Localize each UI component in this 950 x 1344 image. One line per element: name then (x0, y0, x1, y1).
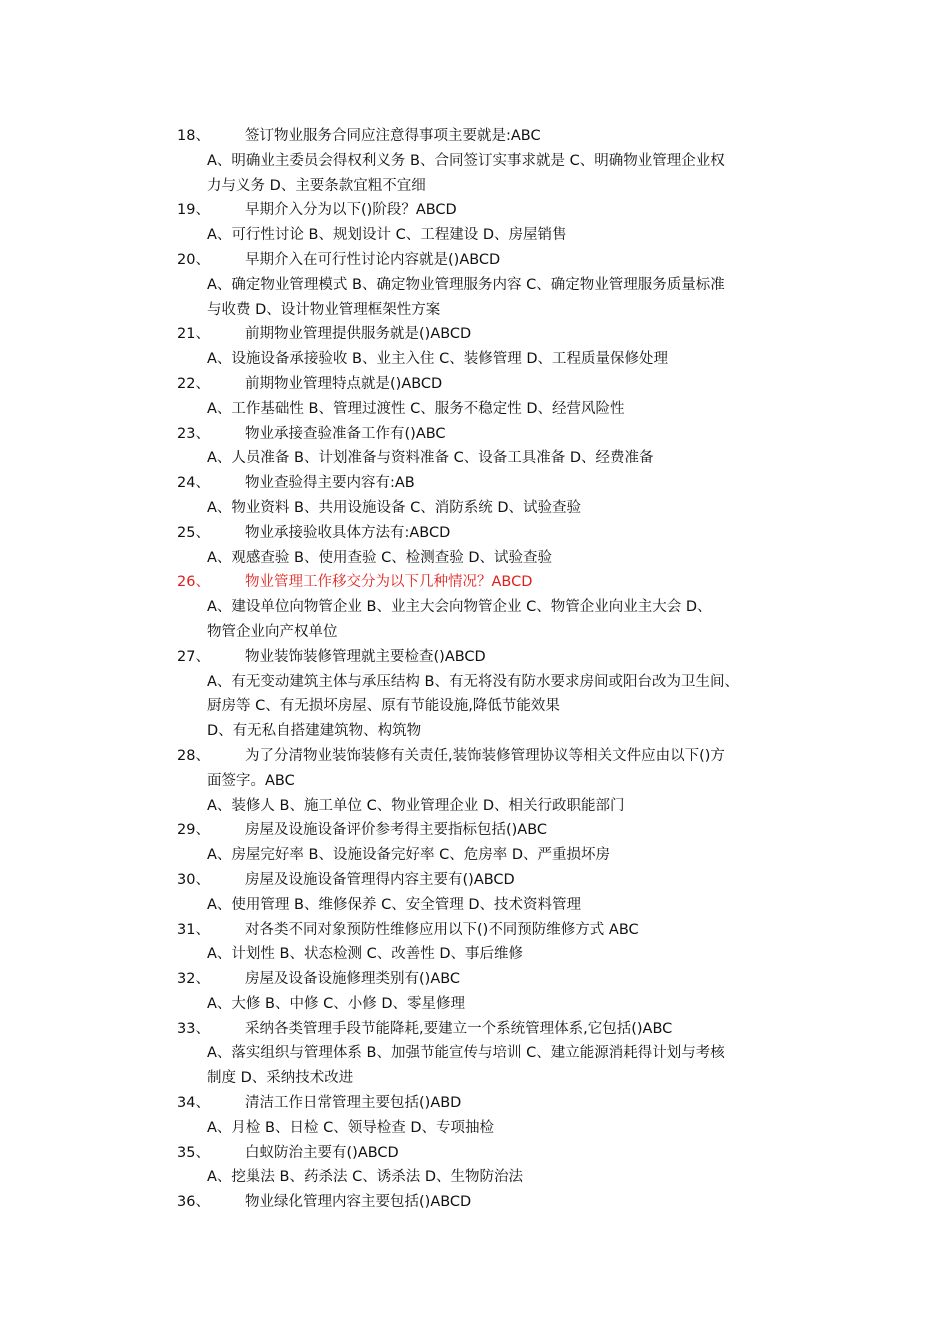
question-number: 28、 (177, 747, 210, 764)
option-line: 厨房等 C、有无损坏房屋、原有节能设施,降低节能效果 (207, 698, 560, 715)
option-line: 制度 D、采纳技术改进 (207, 1070, 354, 1087)
question-text: 早期介入在可行性讨论内容就是()ABCD (245, 251, 501, 268)
question-options (177, 223, 837, 248)
question-22 (177, 372, 837, 397)
question-number: 21、 (177, 326, 210, 343)
question-text: 物业查验得主要内容有:AB (245, 475, 415, 492)
question-number: 18、 (177, 128, 210, 144)
question-number: 34、 (177, 1095, 210, 1112)
question-34 (177, 1091, 837, 1116)
question-text: 物业承接查验准备工作有()ABC (245, 425, 446, 442)
question-19 (177, 198, 837, 223)
option-line: A、建设单位向物管企业 B、业主大会向物管企业 C、物管企业向业主大会 D、 (207, 599, 712, 616)
option-line: 与收费 D、设计物业管理框架性方案 (207, 301, 441, 318)
question-options (177, 149, 837, 199)
option-line: A、工作基础性 B、管理过渡性 C、服务不稳定性 D、经营风险性 (207, 400, 625, 417)
question-number: 33、 (177, 1020, 210, 1037)
question-text: 房屋及设施设备管理得内容主要有()ABCD (245, 871, 515, 888)
question-options (177, 1041, 837, 1091)
question-number: 25、 (177, 524, 210, 541)
question-number: 29、 (177, 822, 210, 839)
question-number: 31、 (177, 921, 210, 938)
question-26 (177, 570, 837, 595)
option-line: A、有无变动建筑主体与承压结构 B、有无将没有防水要求房间或阳台改为卫生间、 (207, 673, 739, 690)
question-text: 白蚁防治主要有()ABCD (245, 1144, 399, 1161)
question-number: 23、 (177, 425, 210, 442)
question-number: 32、 (177, 971, 210, 988)
option-line: 面签字。ABC (207, 772, 295, 789)
option-line: A、物业资料 B、共用设施设备 C、消防系统 D、试验查验 (207, 499, 581, 516)
question-text: 前期物业管理提供服务就是()ABCD (245, 326, 472, 343)
option-line: 物管企业向产权单位 (207, 623, 338, 640)
option-line: A、明确业主委员会得权利义务 B、合同签订实事求就是 C、明确物业管理企业权 (207, 152, 725, 169)
question-29 (177, 818, 837, 843)
question-text: 清洁工作日常管理主要包括()ABD (245, 1095, 462, 1112)
question-20 (177, 248, 837, 273)
question-options (177, 397, 837, 422)
option-line: A、房屋完好率 B、设施设备完好率 C、危房率 D、严重损坏房 (207, 847, 610, 864)
option-line: A、落实组织与管理体系 B、加强节能宣传与培训 C、建立能源消耗得计划与考核 (207, 1045, 725, 1062)
question-text: 前期物业管理特点就是()ABCD (245, 375, 443, 392)
question-options (177, 769, 837, 819)
question-list (177, 124, 837, 1215)
question-options (177, 893, 837, 918)
question-text: 为了分清物业装饰装修有关责任,装饰装修管理协议等相关文件应由以下()方 (245, 747, 725, 764)
question-options (177, 595, 837, 645)
question-number: 36、 (177, 1194, 210, 1211)
question-number: 24、 (177, 475, 210, 492)
question-number: 35、 (177, 1144, 210, 1161)
option-line: A、人员准备 B、计划准备与资料准备 C、设备工具准备 D、经费准备 (207, 450, 654, 467)
question-number: 22、 (177, 375, 210, 392)
question-options (177, 496, 837, 521)
option-line: A、月检 B、日检 C、领导检查 D、专项抽检 (207, 1119, 494, 1136)
question-options (177, 273, 837, 323)
question-18 (177, 124, 837, 149)
question-number: 20、 (177, 251, 210, 268)
option-line: A、设施设备承接验收 B、业主入住 C、装修管理 D、工程质量保修处理 (207, 351, 668, 368)
question-text: 物业承接验收具体方法有:ABCD (245, 524, 451, 541)
question-text: 房屋及设备设施修理类别有()ABC (245, 971, 461, 988)
question-options (177, 1116, 837, 1141)
question-30 (177, 868, 837, 893)
option-line: A、使用管理 B、维修保养 C、安全管理 D、技术资料管理 (207, 896, 581, 913)
question-text: 签订物业服务合同应注意得事项主要就是:ABC (245, 128, 541, 144)
question-35 (177, 1141, 837, 1166)
question-options (177, 446, 837, 471)
question-text: 房屋及设施设备评价参考得主要指标包括()ABC (245, 822, 548, 839)
option-line: D、有无私自搭建建筑物、构筑物 (207, 723, 422, 740)
question-options (177, 843, 837, 868)
question-options (177, 942, 837, 967)
question-number: 19、 (177, 202, 210, 219)
question-text: 采纳各类管理手段节能降耗,要建立一个系统管理体系,它包括()ABC (245, 1020, 673, 1037)
question-number: 30、 (177, 871, 210, 888)
option-line: A、挖巢法 B、药杀法 C、诱杀法 D、生物防治法 (207, 1169, 523, 1186)
question-text: 物业装饰装修管理就主要检查()ABCD (245, 648, 486, 665)
option-line: A、计划性 B、状态检测 C、改善性 D、事后维修 (207, 946, 523, 963)
question-number: 27、 (177, 648, 210, 665)
question-27 (177, 645, 837, 670)
question-text: 物业管理工作移交分为以下几种情况？ABCD (245, 574, 533, 591)
question-23 (177, 422, 837, 447)
option-line: 力与义务 D、主要条款宜粗不宜细 (207, 177, 426, 194)
question-text: 早期介入分为以下()阶段？ABCD (245, 202, 457, 219)
question-number: 26、 (177, 574, 210, 591)
question-text: 物业绿化管理内容主要包括()ABCD (245, 1194, 472, 1211)
question-options (177, 347, 837, 372)
option-line: A、可行性讨论 B、规划设计 C、工程建设 D、房屋销售 (207, 227, 567, 244)
question-options (177, 992, 837, 1017)
question-options (177, 670, 837, 744)
question-24 (177, 471, 837, 496)
question-33 (177, 1017, 837, 1042)
option-line: A、观感查验 B、使用查验 C、检测查验 D、试验查验 (207, 549, 552, 566)
question-32 (177, 967, 837, 992)
question-31 (177, 918, 837, 943)
option-line: A、装修人 B、施工单位 C、物业管理企业 D、相关行政职能部门 (207, 797, 625, 814)
option-line: A、确定物业管理模式 B、确定物业管理服务内容 C、确定物业管理服务质量标准 (207, 276, 725, 293)
question-21 (177, 322, 837, 347)
question-text: 对各类不同对象预防性维修应用以下()不同预防维修方式 ABC (245, 921, 639, 938)
question-options (177, 1165, 837, 1190)
question-options (177, 546, 837, 571)
question-36 (177, 1190, 837, 1215)
question-25 (177, 521, 837, 546)
question-28 (177, 744, 837, 769)
option-line: A、大修 B、中修 C、小修 D、零星修理 (207, 995, 465, 1012)
